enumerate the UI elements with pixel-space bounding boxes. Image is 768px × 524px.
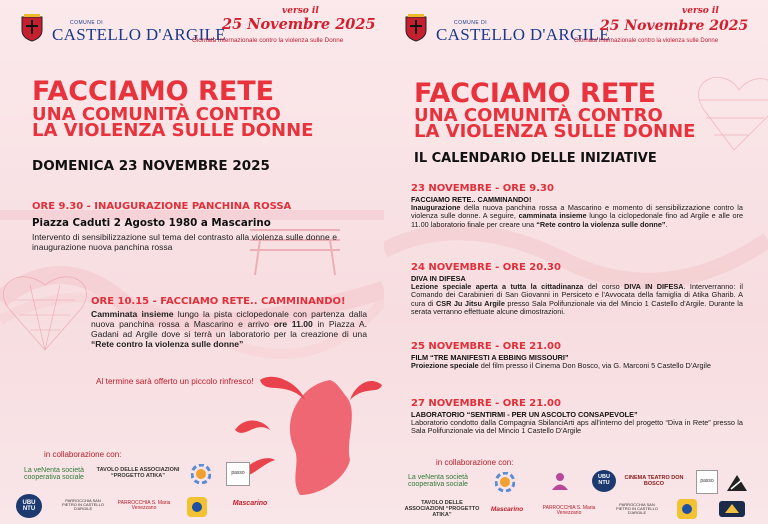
verso-label: verso il — [682, 6, 719, 16]
refresh-note: Al termine sarà offerto un piccolo rinfresco! — [96, 376, 254, 386]
item2-description: Lezione speciale aperta a tutta la cittadinanza del corso DIVA IN DIFESA. Interverranno: il Comando dei Carabinieri di San Giovanni in Persiceto e l'Avvocata della famiglia di Atika Gharib. A cura di CSR Ju Jitsu Argile presso Sala Polifunzionale via del Mincio 1 Castello d'Argile. Durante la serata verranno effettuate alcune dimostrazioni. — [411, 282, 743, 317]
giornata-label: Giornata Internazionale contro la violenza sulle Donne — [574, 38, 719, 44]
logo-parrocchia-venezzano: PARROCCHIA S. Maria Venezzano — [542, 504, 596, 516]
logo-yellow-icon — [674, 497, 700, 521]
logo-parrocchia-venezzano: PARROCCHIA S. Maria Venezzano — [117, 499, 171, 511]
verso-label: verso il — [282, 6, 319, 16]
circle-logo-icon — [191, 464, 211, 484]
logo-colorful-circle — [492, 472, 518, 492]
comune-label: COMUNE DI — [70, 20, 104, 26]
logo-passo: passo — [226, 462, 250, 486]
item2-title: DIVA IN DIFESA — [411, 274, 466, 283]
subtitle-2: LA VIOLENZA SULLE DONNE — [414, 121, 696, 142]
event1-place: Piazza Caduti 2 Agosto 1980 a Mascarino — [32, 217, 271, 229]
logo-la-venenta: La veNenta società cooperativa sociale — [24, 466, 84, 481]
subtitle-2: LA VIOLENZA SULLE DONNE — [32, 120, 314, 141]
event-day: DOMENICA 23 NOVEMBRE 2025 — [32, 158, 270, 174]
main-title: FACCIAMO RETE — [32, 76, 275, 107]
logo-mascarino: Mascarino — [490, 505, 524, 513]
subtitle-1: UNA COMUNITÀ CONTRO — [32, 104, 281, 125]
item1-heading: 23 NOVEMBRE - ORE 9.30 — [411, 183, 554, 194]
logo-diva — [546, 470, 574, 492]
event-date: 25 Novembre 2025 — [222, 16, 376, 33]
item2-heading: 24 NOVEMBRE - ORE 20.30 — [411, 262, 561, 273]
item1-title: FACCIAMO RETE.. CAMMINANDO! — [411, 195, 532, 204]
logo-tavolo-associazioni: TAVOLO DELLE ASSOCIAZIONI “PROGETTO ATIKA” — [404, 500, 480, 518]
town-name: CASTELLO D'ARGILE — [436, 25, 610, 44]
event2-heading: ORE 10.15 - FACCIAMO RETE.. CAMMINANDO! — [91, 296, 346, 307]
subtitle-1: UNA COMUNITÀ CONTRO — [414, 105, 663, 126]
logo-ubuntu: UBU NTU — [592, 470, 616, 492]
event-date: 25 Novembre 2025 — [600, 18, 749, 34]
crest-icon — [404, 14, 428, 42]
badge-logo-icon — [185, 495, 209, 519]
circle-logo-icon — [495, 472, 515, 492]
badge-logo-icon — [675, 497, 699, 521]
figure-logo-icon — [547, 471, 573, 491]
item4-title: LABORATORIO “SENTIRMI - PER UN ASCOLTO CONSAPEVOLE” — [411, 410, 638, 419]
emblem-logo-icon — [717, 498, 747, 520]
giornata-label: Giornata Internazionale contro la violenza sulle Donne — [192, 37, 344, 44]
logo-colorful-circle — [190, 464, 212, 484]
logo-la-venenta: La veNenta società cooperativa sociale — [408, 473, 468, 488]
poster-calendario — [384, 0, 768, 524]
event1-heading: ORE 9.30 - INAUGURAZIONE PANCHINA ROSSA — [32, 201, 292, 212]
item1-description: Inaugurazione della nuova panchina rossa a Mascarino e momento di sensibilizzazione contro la violenza sulle donne. A seguire, camminata insieme lungo la ciclopedonale fino ad Argile e alle ore 11.00 laboratorio finale per creare una “Rete contro la violenza sulle donne”. — [411, 203, 743, 229]
logo-tavolo-associazioni: TAVOLO DELLE ASSOCIAZIONI “PROGETTO ATIKA” — [96, 467, 180, 479]
town-name: CASTELLO D'ARGILE — [52, 25, 226, 44]
collab-label: in collaborazione con: — [44, 450, 122, 459]
event1-description: Intervento di sensibilizzazione sul tema del contrasto alla violenza sulle donne e inaugurazione nuova panchina rossa — [32, 232, 337, 253]
comune-label: COMUNE DI — [454, 20, 488, 26]
logo-mascarino: Mascarino — [232, 500, 268, 508]
collab-label: in collaborazione con: — [436, 458, 514, 467]
heart-net-icon — [699, 77, 768, 150]
woman-silhouette-icon — [235, 377, 382, 495]
logo-ju-jitsu — [724, 470, 750, 494]
logo-dark-emblem — [714, 497, 750, 521]
item3-description: Proiezione speciale del film presso il Cinema Don Bosco, via G. Marconi 5 Castello D'Argile — [411, 361, 711, 370]
calendar-heading: IL CALENDARIO DELLE INIZIATIVE — [414, 151, 657, 166]
karate-logo-icon — [725, 471, 749, 493]
crest-icon — [20, 14, 44, 42]
item3-heading: 25 NOVEMBRE - ORE 21.00 — [411, 341, 561, 352]
logo-ubuntu: UBU NTU — [16, 494, 42, 518]
logo-yellow-icon — [184, 494, 210, 520]
main-title: FACCIAMO RETE — [414, 78, 657, 109]
event2-description: Camminata insieme lungo la pista ciclopedonale con partenza dalla nuova panchina rossa a Mascarino e arrivo ore 11.00 in Piazza A. Gadani ad Argile dove si terrà un laboratorio per la creazione di una “Rete contro la violenza sulle donne” — [91, 309, 368, 350]
item4-description: Laboratorio condotto dalla Compagnia SbilanciArti aps all'interno del progetto “Diva in Rete” presso la Sala Polifunzionale via del Mincio 1 Castello D'Argile — [411, 418, 743, 436]
item4-heading: 27 NOVEMBRE - ORE 21.00 — [411, 398, 561, 409]
logo-parrocchia-san-pietro: PARROCCHIA SAN PIETRO IN CASTELLO D'ARGILE — [61, 497, 104, 512]
logo-parrocchia-san-pietro: PARROCCHIA SAN PIETRO IN CASTELLO D'ARGILE — [615, 501, 658, 516]
logo-cinema-don-bosco: CINEMA TEATRO DON BOSCO — [624, 475, 684, 487]
item3-title: FILM “TRE MANIFESTI A EBBING MISSOURI” — [411, 353, 569, 362]
logo-passo: passo — [696, 470, 718, 494]
